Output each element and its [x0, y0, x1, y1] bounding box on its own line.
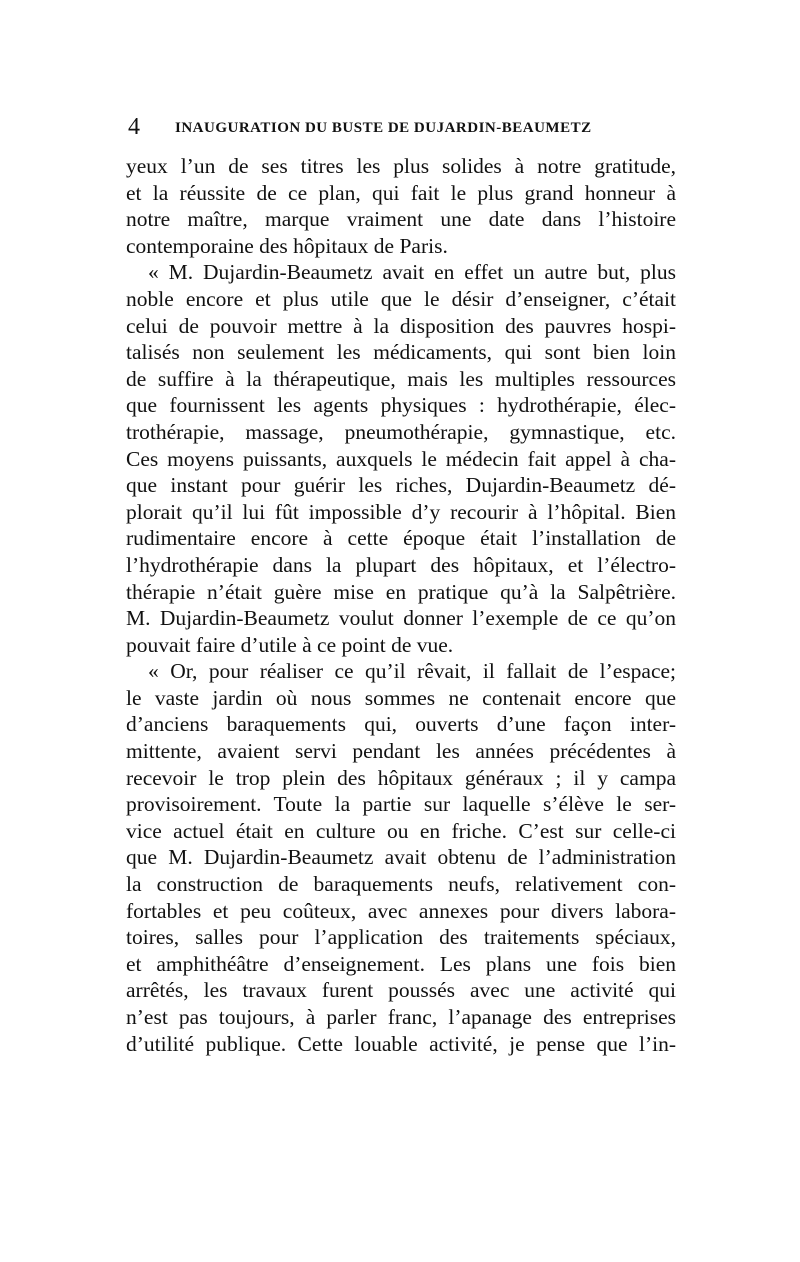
text-line: Ces moyens puissants, auxquels le médecin fait appel à cha-: [126, 446, 676, 471]
text-line: que fournissent les agents physiques : hydrothérapie, élec-: [126, 393, 676, 418]
text-line: « Or, pour réaliser ce qu’il rêvait, il fallait de l’espace;: [148, 659, 676, 684]
running-title: INAUGURATION DU BUSTE DE DUJARDIN-BEAUMETZ: [175, 120, 592, 136]
body-text: [126, 153, 676, 1057]
text-line: M. Dujardin-Beaumetz voulut donner l’exemple de ce qu’on: [126, 606, 676, 631]
text-line: notre maître, marque vraiment une date dans l’histoire: [126, 207, 676, 232]
text-line: que M. Dujardin-Beaumetz avait obtenu de l’administration: [126, 845, 676, 870]
text-line: fortables et peu coûteux, avec annexes pour divers labora-: [126, 898, 676, 923]
text-line: noble encore et plus utile que le désir d’enseigner, c’était: [126, 286, 676, 311]
text-line: rudimentaire encore à cette époque était l’installation de: [126, 526, 676, 551]
text-line: yeux l’un de ses titres les plus solides à notre gratitude,: [126, 154, 676, 178]
text-line: vice actuel était en culture ou en friche. C’est sur celle-ci: [126, 818, 676, 843]
text-line: talisés non seulement les médicaments, qui sont bien loin: [126, 340, 676, 365]
page-number: 4: [128, 114, 140, 140]
text-line: mittente, avaient servi pendant les années précédentes à: [126, 739, 676, 764]
text-line: thérapie n’était guère mise en pratique qu’à la Salpêtrière.: [126, 579, 676, 604]
text-line: « M. Dujardin-Beaumetz avait en effet un autre but, plus: [148, 260, 676, 285]
text-line: la construction de baraquements neufs, relativement con-: [126, 872, 676, 897]
paragraph: [126, 259, 676, 658]
text-line: que instant pour guérir les riches, Dujardin-Beaumetz dé-: [126, 473, 676, 498]
text-line: provisoirement. Toute la partie sur laquelle s’élève le ser-: [126, 792, 676, 817]
text-line: plorait qu’il lui fût impossible d’y recourir à l’hôpital. Bien: [126, 499, 676, 524]
text-line: d’utilité publique. Cette louable activité, je pense que l’in-: [126, 1031, 676, 1056]
text-line: arrêtés, les travaux furent poussés avec une activité qui: [126, 978, 676, 1003]
text-line: contemporaine des hôpitaux de Paris.: [126, 233, 448, 258]
text-line: pouvait faire d’utile à ce point de vue.: [126, 632, 454, 657]
text-line: trothérapie, massage, pneumothérapie, gymnastique, etc.: [126, 419, 676, 444]
page-header: [128, 112, 673, 142]
text-line: toires, salles pour l’application des traitements spéciaux,: [126, 925, 676, 950]
text-line: et la réussite de ce plan, qui fait le plus grand honneur à: [126, 180, 676, 205]
text-line: le vaste jardin où nous sommes ne contenait encore que: [126, 685, 676, 710]
text-line: d’anciens baraquements qui, ouverts d’une façon inter-: [126, 712, 676, 737]
text-line: l’hydrothérapie dans la plupart des hôpitaux, et l’électro-: [126, 552, 676, 577]
text-line: de suffire à la thérapeutique, mais les multiples ressources: [126, 366, 676, 391]
text-line: celui de pouvoir mettre à la disposition des pauvres hospi-: [126, 313, 676, 338]
text-line: et amphithéâtre d’enseignement. Les plans une fois bien: [126, 951, 676, 976]
paragraph: [126, 658, 676, 1057]
paragraph: [126, 153, 676, 259]
text-line: recevoir le trop plein des hôpitaux généraux ; il y campa: [126, 765, 676, 790]
text-line: n’est pas toujours, à parler franc, l’apanage des entreprises: [126, 1005, 676, 1029]
